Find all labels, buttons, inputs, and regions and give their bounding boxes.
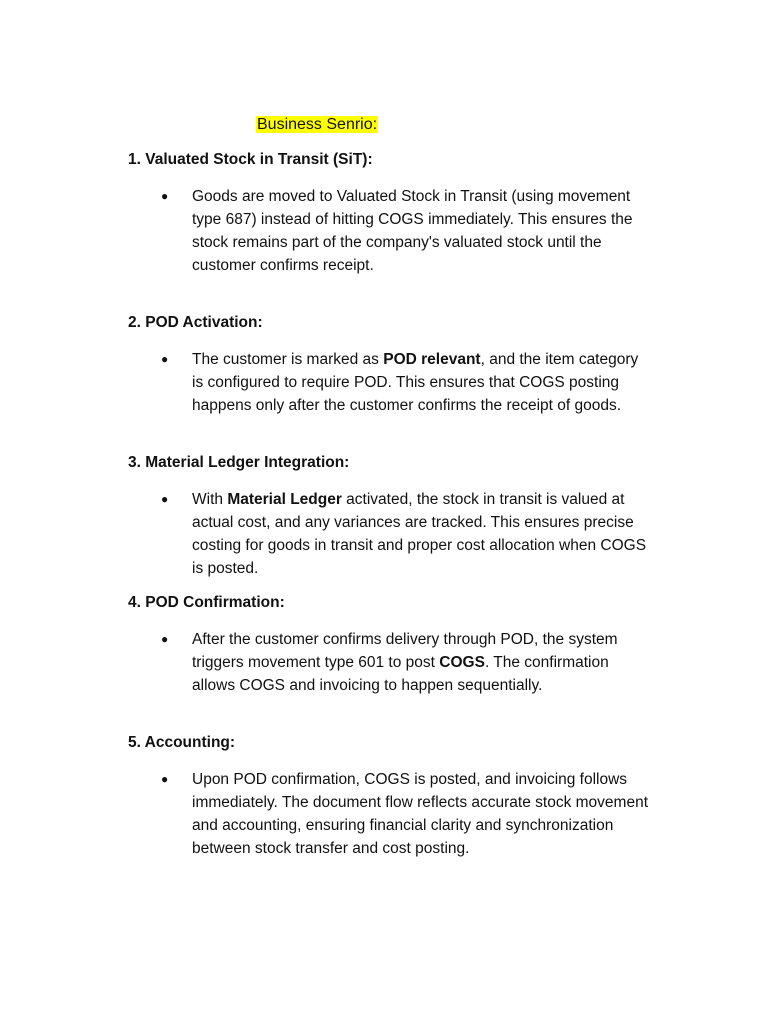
section-heading: 1. Valuated Stock in Transit (SiT): [128,151,373,168]
bullet-item [128,768,648,860]
section-heading: 4. POD Confirmation: [128,594,285,611]
bullet-icon: ● [161,492,169,506]
bullet-item [128,488,648,580]
bullet-icon: ● [161,352,169,366]
title-highlight: Business Senrio: [257,116,378,133]
bullet-text-bold: COGS [439,654,485,671]
bullet-text-before: The customer is marked as [192,351,384,368]
bullet-text: Goods are moved to Valuated Stock in Transit (using movement type 687) instead of hitting COGS immediately. This ensures the stock remains part of the company's valuated stock until the customer confirms receipt. [192,188,633,274]
bullet-icon: ● [161,189,169,203]
section-heading: 2. POD Activation: [128,314,263,331]
section-3 [128,453,648,580]
bullet-text-bold: POD relevant [383,351,481,368]
bullet-text-bold: Material Ledger [227,491,342,508]
bullet-text: Upon POD confirmation, COGS is posted, and invoicing follows immediately. The document flow reflects accurate stock movement and accounting, ensuring financial clarity and synchronization between stock transfer and cost posting. [192,771,649,857]
section-2 [128,313,648,417]
section-heading: 5. Accounting: [128,734,236,751]
bullet-text-after: activated, the stock in transit is valued at actual cost, and any variances are tracked. This ensures precise costing for goods in transit and proper cost allocation when COGS is posted. [192,491,647,577]
section-5 [128,733,648,860]
section-4 [128,593,648,697]
bullet-text-after: , and the item category is configured to require POD. This ensures that COGS posting happens only after the customer confirms the receipt of goods. [192,351,639,414]
bullet-item [128,628,648,697]
bullet-icon: ● [161,632,169,646]
bullet-item [128,185,648,277]
bullet-text-before: With [192,491,228,508]
bullet-text-after: . The confirmation allows COGS and invoicing to happen sequentially. [192,654,609,694]
section-1 [128,150,648,277]
document-title [256,114,378,135]
bullet-icon: ● [161,772,169,786]
bullet-item [128,348,648,417]
bullet-text-before: After the customer confirms delivery through POD, the system triggers movement type 601 to post [192,631,618,671]
section-heading: 3. Material Ledger Integration: [128,454,350,471]
